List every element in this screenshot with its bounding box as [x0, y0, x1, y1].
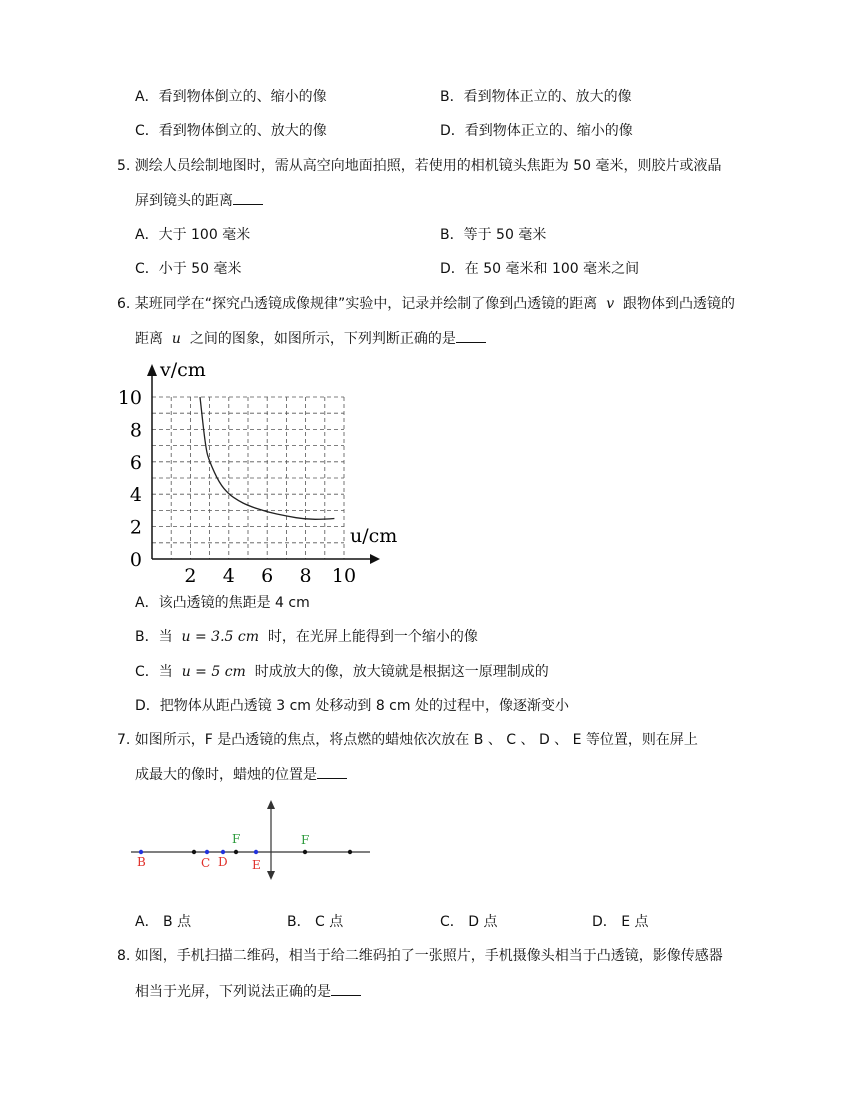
q6-stem-line1: [117, 294, 735, 314]
label-e: E: [252, 858, 261, 872]
x-axis-label: u/cm: [350, 525, 398, 547]
q6-option-b-pre: B．当: [135, 629, 173, 645]
q5-stem-line1: 5. 测绘人员绘制地图时，需从高空向地面拍照，若使用的相机镜头焦距为 50 毫米，则胶片或液晶: [117, 158, 722, 174]
q5-option-d: D．在 50 毫米和 100 毫米之间: [440, 261, 640, 277]
q6-stem-text-a: 6. 某班同学在“探究凸透镜成像规律”实验中，记录并绘制了像到凸透镜的距离: [117, 296, 598, 312]
q6-stem-line2: [135, 328, 486, 349]
q7-option-b: B． C 点: [287, 914, 344, 930]
label-d: D: [218, 855, 228, 869]
q6-var-v: v: [606, 296, 615, 312]
x-tick-label: 4: [222, 565, 235, 582]
label-f-right: F: [301, 833, 310, 847]
point-f-left: [234, 850, 238, 854]
q4-option-b: B．看到物体正立的、放大的像: [440, 89, 632, 105]
point-black-2: [348, 850, 352, 854]
x-tick-label: 10: [331, 565, 357, 582]
q7-stem-line1: 7. 如图所示，F 是凸透镜的焦点，将点燃的蜡烛依次放在 B 、 C 、 D 、 E 等位置，则在屏上: [117, 732, 698, 748]
q5-stem-text: 屏到镜头的距离: [135, 193, 233, 209]
point-c: [205, 850, 209, 854]
y-tick-label: 2: [129, 516, 142, 539]
y-tick-label: 8: [129, 419, 142, 442]
y-axis-label: v/cm: [160, 359, 206, 381]
y-axis-arrow-icon: [147, 364, 157, 376]
q6-stem-text-d: 之间的图象，如图所示，下列判断正确的是: [189, 331, 456, 347]
q4-option-c: C．看到物体倒立的、放大的像: [135, 123, 327, 139]
q5-option-a: A．大于 100 毫米: [135, 227, 251, 243]
y-tick-label: 0: [129, 549, 142, 571]
q6-stem-text-c: 距离: [135, 331, 163, 347]
q7-stem-text: 成最大的像时，蜡烛的位置是: [135, 767, 317, 783]
q7-option-a: A． B 点: [135, 914, 192, 930]
q6-option-d: D．把物体从距凸透镜 3 cm 处移动到 8 cm 处的过程中，像逐渐变小: [135, 698, 569, 714]
y-tick-label: 6: [129, 451, 142, 474]
q6-option-c-pre: C．当: [135, 664, 173, 680]
answer-blank: [233, 190, 263, 205]
q5-option-c: C．小于 50 毫米: [135, 261, 242, 277]
q6-option-a: A．该凸透镜的焦距是 4 cm: [135, 595, 310, 611]
q8-stem-line2: [135, 981, 361, 1002]
x-tick-label: 2: [184, 565, 197, 582]
q6-option-c-post: 时成放大的像，放大镜就是根据这一原理制成的: [254, 664, 549, 680]
y-tick-label: 4: [129, 484, 142, 507]
data-curve: [200, 397, 334, 519]
v-u-graph: [118, 352, 408, 582]
x-tick-label: 8: [299, 565, 312, 582]
point-black-1: [192, 850, 196, 854]
q5-stem-line2: [135, 190, 263, 211]
q6-option-c: [135, 662, 549, 682]
q8-stem-line1: 8. 如图，手机扫描二维码，相当于给二维码拍了一张照片，手机摄像头相当于凸透镜，影像传感器: [117, 948, 723, 964]
q4-option-a: A．看到物体倒立的、缩小的像: [135, 89, 327, 105]
q8-stem-text: 相当于光屏，下列说法正确的是: [135, 984, 331, 1000]
label-b: B: [137, 855, 146, 869]
point-f-right: [303, 850, 307, 854]
answer-blank: [331, 981, 361, 996]
label-f-left: F: [232, 832, 241, 846]
q4-option-d: D．看到物体正立的、缩小的像: [440, 123, 633, 139]
q6-option-b: [135, 627, 478, 647]
y-tick-label: 10: [118, 387, 142, 409]
q6-stem-text-b: 跟物体到凸透镜的: [623, 296, 736, 312]
label-c: C: [201, 856, 211, 870]
x-tick-label: 6: [261, 565, 274, 582]
q7-option-d: D． E 点: [592, 914, 649, 930]
answer-blank: [456, 328, 486, 343]
chart-axes: [147, 364, 380, 564]
q6-option-b-post: 时，在光屏上能得到一个缩小的像: [267, 629, 478, 645]
q6-option-b-expr: u = 3.5 cm: [181, 629, 259, 645]
chart-grid: [152, 397, 344, 559]
q7-stem-line2: [135, 764, 347, 785]
q5-option-b: B．等于 50 毫米: [440, 227, 547, 243]
lens-bottom-arrow-icon: [267, 871, 275, 880]
q6-option-c-expr: u = 5 cm: [181, 664, 246, 680]
point-e: [254, 850, 258, 854]
q7-option-c: C． D 点: [440, 914, 498, 930]
q6-var-u: u: [171, 331, 181, 347]
answer-blank: [317, 764, 347, 779]
lens-diagram: [128, 800, 378, 880]
lens-top-arrow-icon: [267, 800, 275, 809]
point-b: [139, 850, 143, 854]
point-d: [221, 850, 225, 854]
x-axis-arrow-icon: [370, 554, 380, 564]
